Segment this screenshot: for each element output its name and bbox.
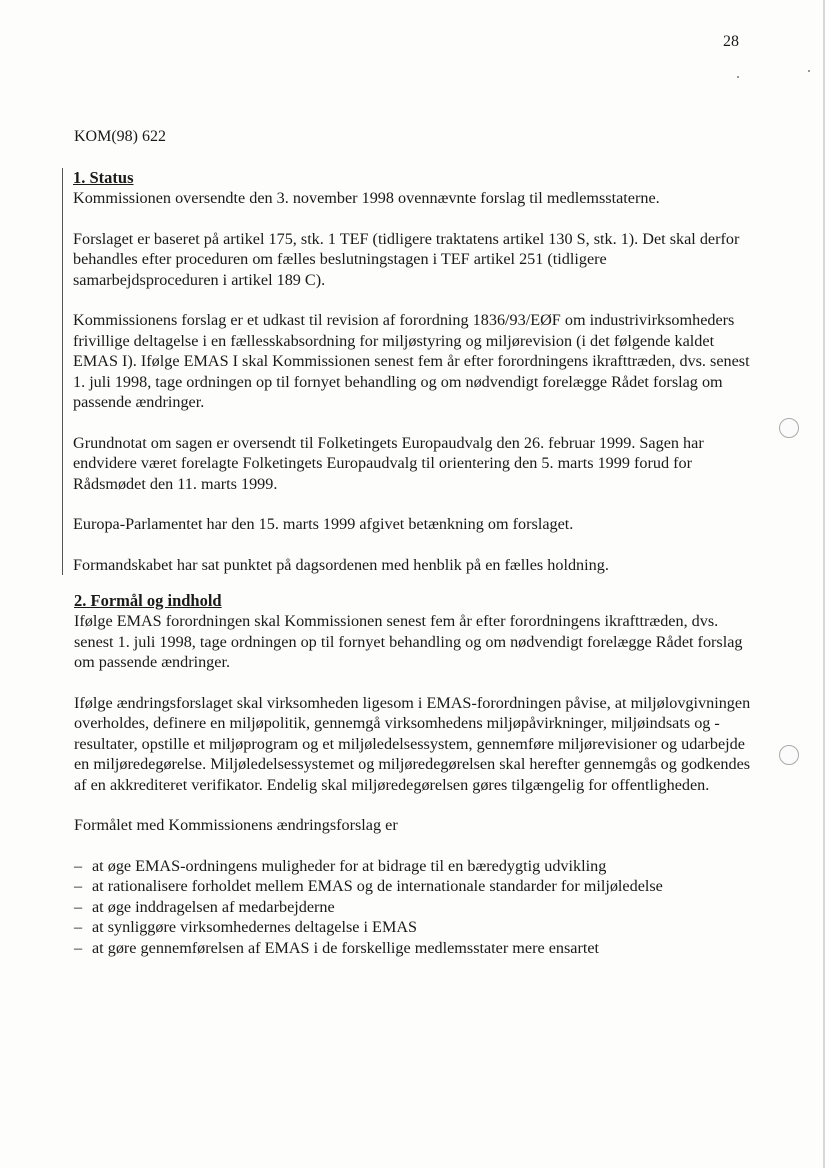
document-body <box>62 168 752 958</box>
page-number: 28 <box>723 33 739 50</box>
goals-list <box>74 856 752 959</box>
paragraph: Europa-Parlamentet har den 15. marts 1999 afgivet betænkning om forslaget. <box>73 515 574 533</box>
paragraph: Ifølge ændringsforslaget skal virksomheden ligesom i EMAS-forordningen påvise, at miljølovgivningen overholdes, definere en miljøpolitik, gennemgå virksomhedens miljøpåvirkninger, miljøindsats og -resultater, opstille et miljøprogram og et miljøledelsessystem, gennemføre miljørevisioner og udarbejde en miljøredegørelse. Miljøledelsessystemet og miljøredegørelsen skal herefter gennemgås og godkendes af en akkrediteret verifikator. Endelig skal miljøredegørelsen gøres tilgængelig for offentligheden. <box>74 693 751 794</box>
document-reference: KOM(98) 622 <box>74 128 166 145</box>
section-heading-purpose: 2. Formål og indhold <box>74 591 222 610</box>
punch-hole <box>779 418 799 438</box>
list-item: – at øge inddragelsen af medarbejderne <box>74 897 752 918</box>
paragraph: Ifølge EMAS forordningen skal Kommissionen senest fem år efter forordningens ikrafttræden, dvs. senest 1. juli 1998, tage ordningen op til fornyet behandling og om nødvendigt forelægge Rådet forslag om passende ændringer. <box>74 612 743 671</box>
paragraph: Kommissionens forslag er et udkast til revision af forordning 1836/93/EØF om industrivirksomheders frivillige deltagelse i en fællesskabsordning for miljøstyring og miljørevision (i det følgende kaldet EMAS I). Ifølge EMAS I skal Kommissionen senest fem år efter forordningens ikrafttræden, dvs. senest 1. juli 1998, tage ordningen op til fornyet behandling og om nødvendigt forelægge Rådet forslag om passende ændringer. <box>73 311 750 411</box>
punch-hole <box>779 745 799 765</box>
list-item: – at synliggøre virksomhedernes deltagelse i EMAS <box>74 917 752 938</box>
scan-speck <box>737 76 739 78</box>
list-item: – at gøre gennemførelsen af EMAS i de forskellige medlemsstater mere ensartet <box>74 938 752 959</box>
scan-speck <box>808 70 810 72</box>
list-item: – at rationalisere forholdet mellem EMAS og de internationale standarder for miljøledelse <box>74 876 752 897</box>
paragraph: Formandskabet har sat punktet på dagsordenen med henblik på en fælles holdning. <box>73 555 609 574</box>
paragraph: Grundnotat om sagen er oversendt til Folketingets Europaudvalg den 26. februar 1999. Sagen har endvidere været forelagte Folketingets Europaudvalg til orientering den 5. marts 1999 forud for Rådsmødet den 11. marts 1999. <box>73 433 704 493</box>
paragraph: Forslaget er baseret på artikel 175, stk. 1 TEF (tidligere traktatens artikel 130 S, stk. 1). Det skal derfor behandles efter proceduren om fælles beslutningstagen i TEF artikel 251 (tidligere samarbejdsproceduren i artikel 189 C). <box>73 229 740 289</box>
status-section <box>62 168 752 575</box>
paragraph: Kommissionen oversendte den 3. november 1998 ovennævnte forslag til medlemsstaterne. <box>73 189 660 207</box>
list-item: – at øge EMAS-ordningens muligheder for at bidrage til en bæredygtig udvikling <box>74 856 752 877</box>
goals-intro: Formålet med Kommissionens ændringsforslag er <box>74 816 398 834</box>
section-heading-status: 1. Status <box>73 168 134 187</box>
purpose-section <box>62 591 752 958</box>
